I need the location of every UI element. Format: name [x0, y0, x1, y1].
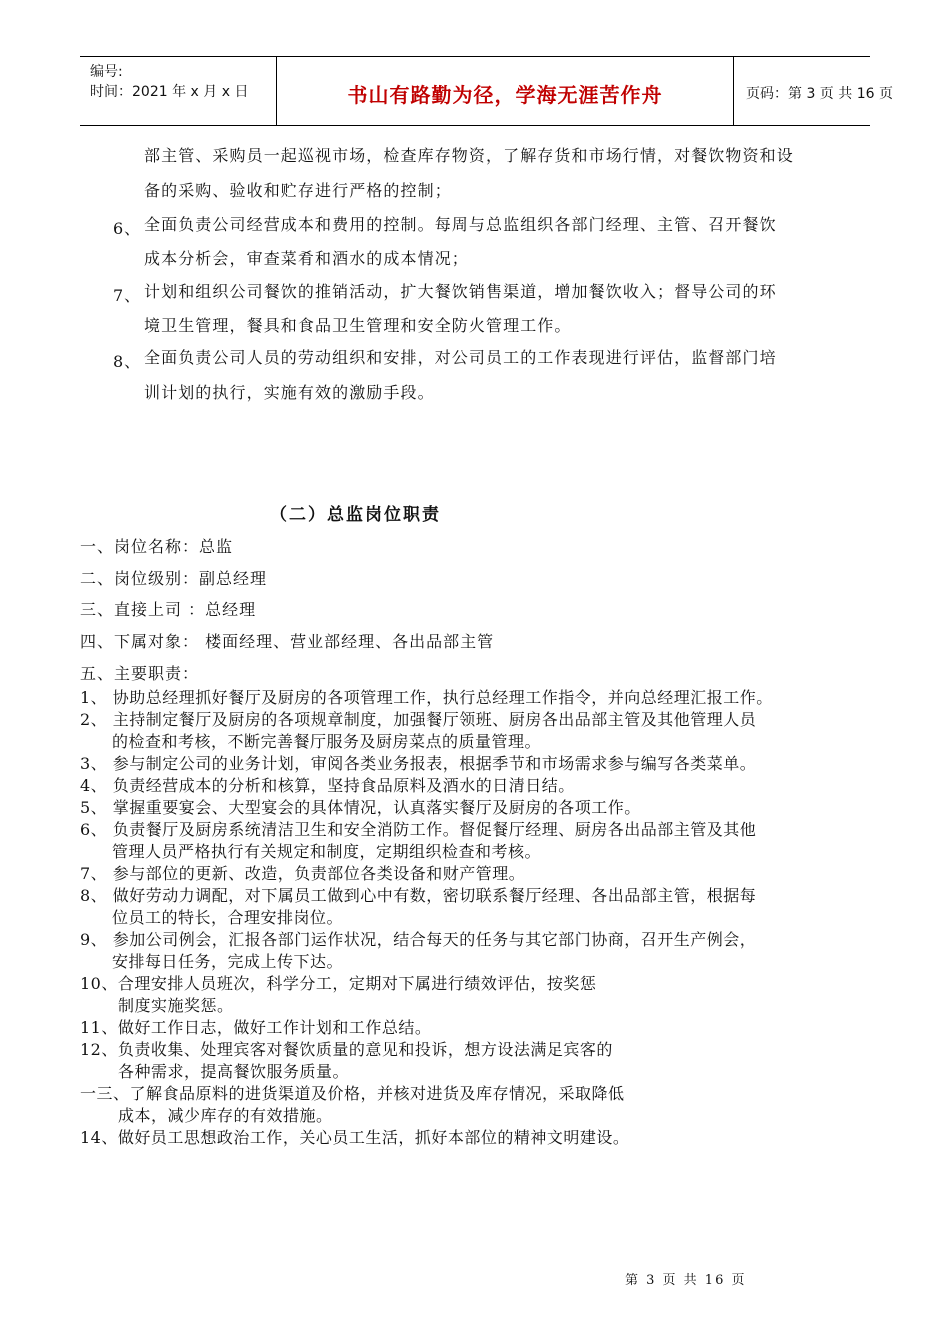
list-item-line: 计划和组织公司餐饮的推销活动，扩大餐饮销售渠道，增加餐饮收入；督导公司的环	[144, 282, 777, 301]
number-label: 编号:	[90, 64, 123, 80]
page-footer: 第 3 页 共 16 页	[625, 1273, 747, 1288]
duty-item-cont: 管理人员严格执行有关规定和制度，定期组织检查和考核。	[112, 842, 542, 861]
list-item-line: 全面负责公司人员的劳动组织和安排，对公司员工的工作表现进行评估，监督部门培	[144, 348, 777, 367]
list-item-line: 训计划的执行，实施有效的激励手段。	[144, 383, 435, 402]
duty-item-cont: 制度实施奖惩。	[118, 996, 234, 1015]
motto-text: 书山有路勤为径，学海无涯苦作舟	[347, 83, 663, 107]
duty-item: 9、 参加公司例会，汇报各部门运作状况，结合每天的任务与其它部门协商，召开生产例会，	[80, 930, 757, 949]
info-position-level: 二、岗位级别：副总经理	[80, 569, 268, 588]
duty-item-cont: 成本，减少库存的有效措施。	[118, 1106, 333, 1125]
continued-line-1: 部主管、采购员一起巡视市场，检查库存物资，了解存货和市场行情，对餐饮物资和设	[144, 146, 794, 165]
duty-item-cont: 位员工的特长，合理安排岗位。	[112, 908, 344, 927]
info-position-name: 一、岗位名称：总监	[80, 537, 234, 556]
header-table	[80, 56, 893, 126]
duty-item: 12、负责收集、处理宾客对餐饮质量的意见和投诉，想方设法满足宾客的	[80, 1040, 613, 1059]
continued-line-2: 备的采购、验收和贮存进行严格的控制；	[144, 181, 452, 200]
list-item-number: 8、	[113, 352, 142, 371]
list-item-number: 6、	[113, 219, 142, 238]
list-item-line: 成本分析会，审查菜肴和酒水的成本情况；	[144, 249, 469, 268]
info-subordinates: 四、下属对象： 楼面经理、营业部经理、各出品部主管	[80, 632, 495, 651]
header-page-cell	[732, 57, 893, 125]
duty-item: 2、 主持制定餐厅及厨房的各项规章制度，加强餐厅领班、厨房各出品部主管及其他管理人员	[80, 710, 757, 729]
duty-item: 10、合理安排人员班次，科学分工，定期对下属进行绩效评估，按奖惩	[80, 974, 597, 993]
info-duties-heading: 五、主要职责：	[80, 664, 200, 683]
duty-item: 7、 参与部位的更新、改造，负责部位各类设备和财产管理。	[80, 864, 526, 883]
duty-item: 4、 负责经营成本的分析和核算，坚持食品原料及酒水的日清日结。	[80, 776, 575, 795]
duty-item: 6、 负责餐厅及厨房系统清洁卫生和安全消防工作。督促餐厅经理、厨房各出品部主管及其他	[80, 820, 757, 839]
list-item-line: 境卫生管理，餐具和食品卫生管理和安全防火管理工作。	[144, 316, 572, 335]
list-item-line: 全面负责公司经营成本和费用的控制。每周与总监组织各部门经理、主管、召开餐饮	[144, 215, 777, 234]
list-item-number: 7、	[113, 286, 142, 305]
duty-item: 14、做好员工思想政治工作，关心员工生活，抓好本部位的精神文明建设。	[80, 1128, 630, 1147]
header-meta-cell	[80, 57, 276, 125]
info-supervisor: 三、直接上司 ：总经理	[80, 600, 257, 619]
page-info: 页码：第 3 页 共 16 页	[746, 86, 893, 102]
time-label: 时间：2021 年 x 月 x 日	[90, 84, 249, 100]
duty-item-cont: 安排每日任务，完成上传下达。	[112, 952, 344, 971]
duty-item: 5、 掌握重要宴会、大型宴会的具体情况，认真落实餐厅及厨房的各项工作。	[80, 798, 641, 817]
duty-item: 8、 做好劳动力调配，对下属员工做到心中有数，密切联系餐厅经理、各出品部主管，根据每	[80, 886, 757, 905]
section-title: （二）总监岗位职责	[270, 505, 441, 525]
duty-item-cont: 的检查和考核，不断完善餐厅服务及厨房菜点的质量管理。	[112, 732, 542, 751]
duty-item: 3、 参与制定公司的业务计划，审阅各类业务报表，根据季节和市场需求参与编写各类菜单。	[80, 754, 757, 773]
duty-item: 一三、了解食品原料的进货渠道及价格，并核对进货及库存情况，采取降低	[80, 1084, 625, 1103]
duty-item: 11、做好工作日志，做好工作计划和工作总结。	[80, 1018, 432, 1037]
duty-item: 1、 协助总经理抓好餐厅及厨房的各项管理工作，执行总经理工作指令，并向总经理汇报工作。	[80, 688, 773, 707]
duty-item-cont: 各种需求，提高餐饮服务质量。	[118, 1062, 350, 1081]
header-motto-cell	[276, 57, 734, 125]
